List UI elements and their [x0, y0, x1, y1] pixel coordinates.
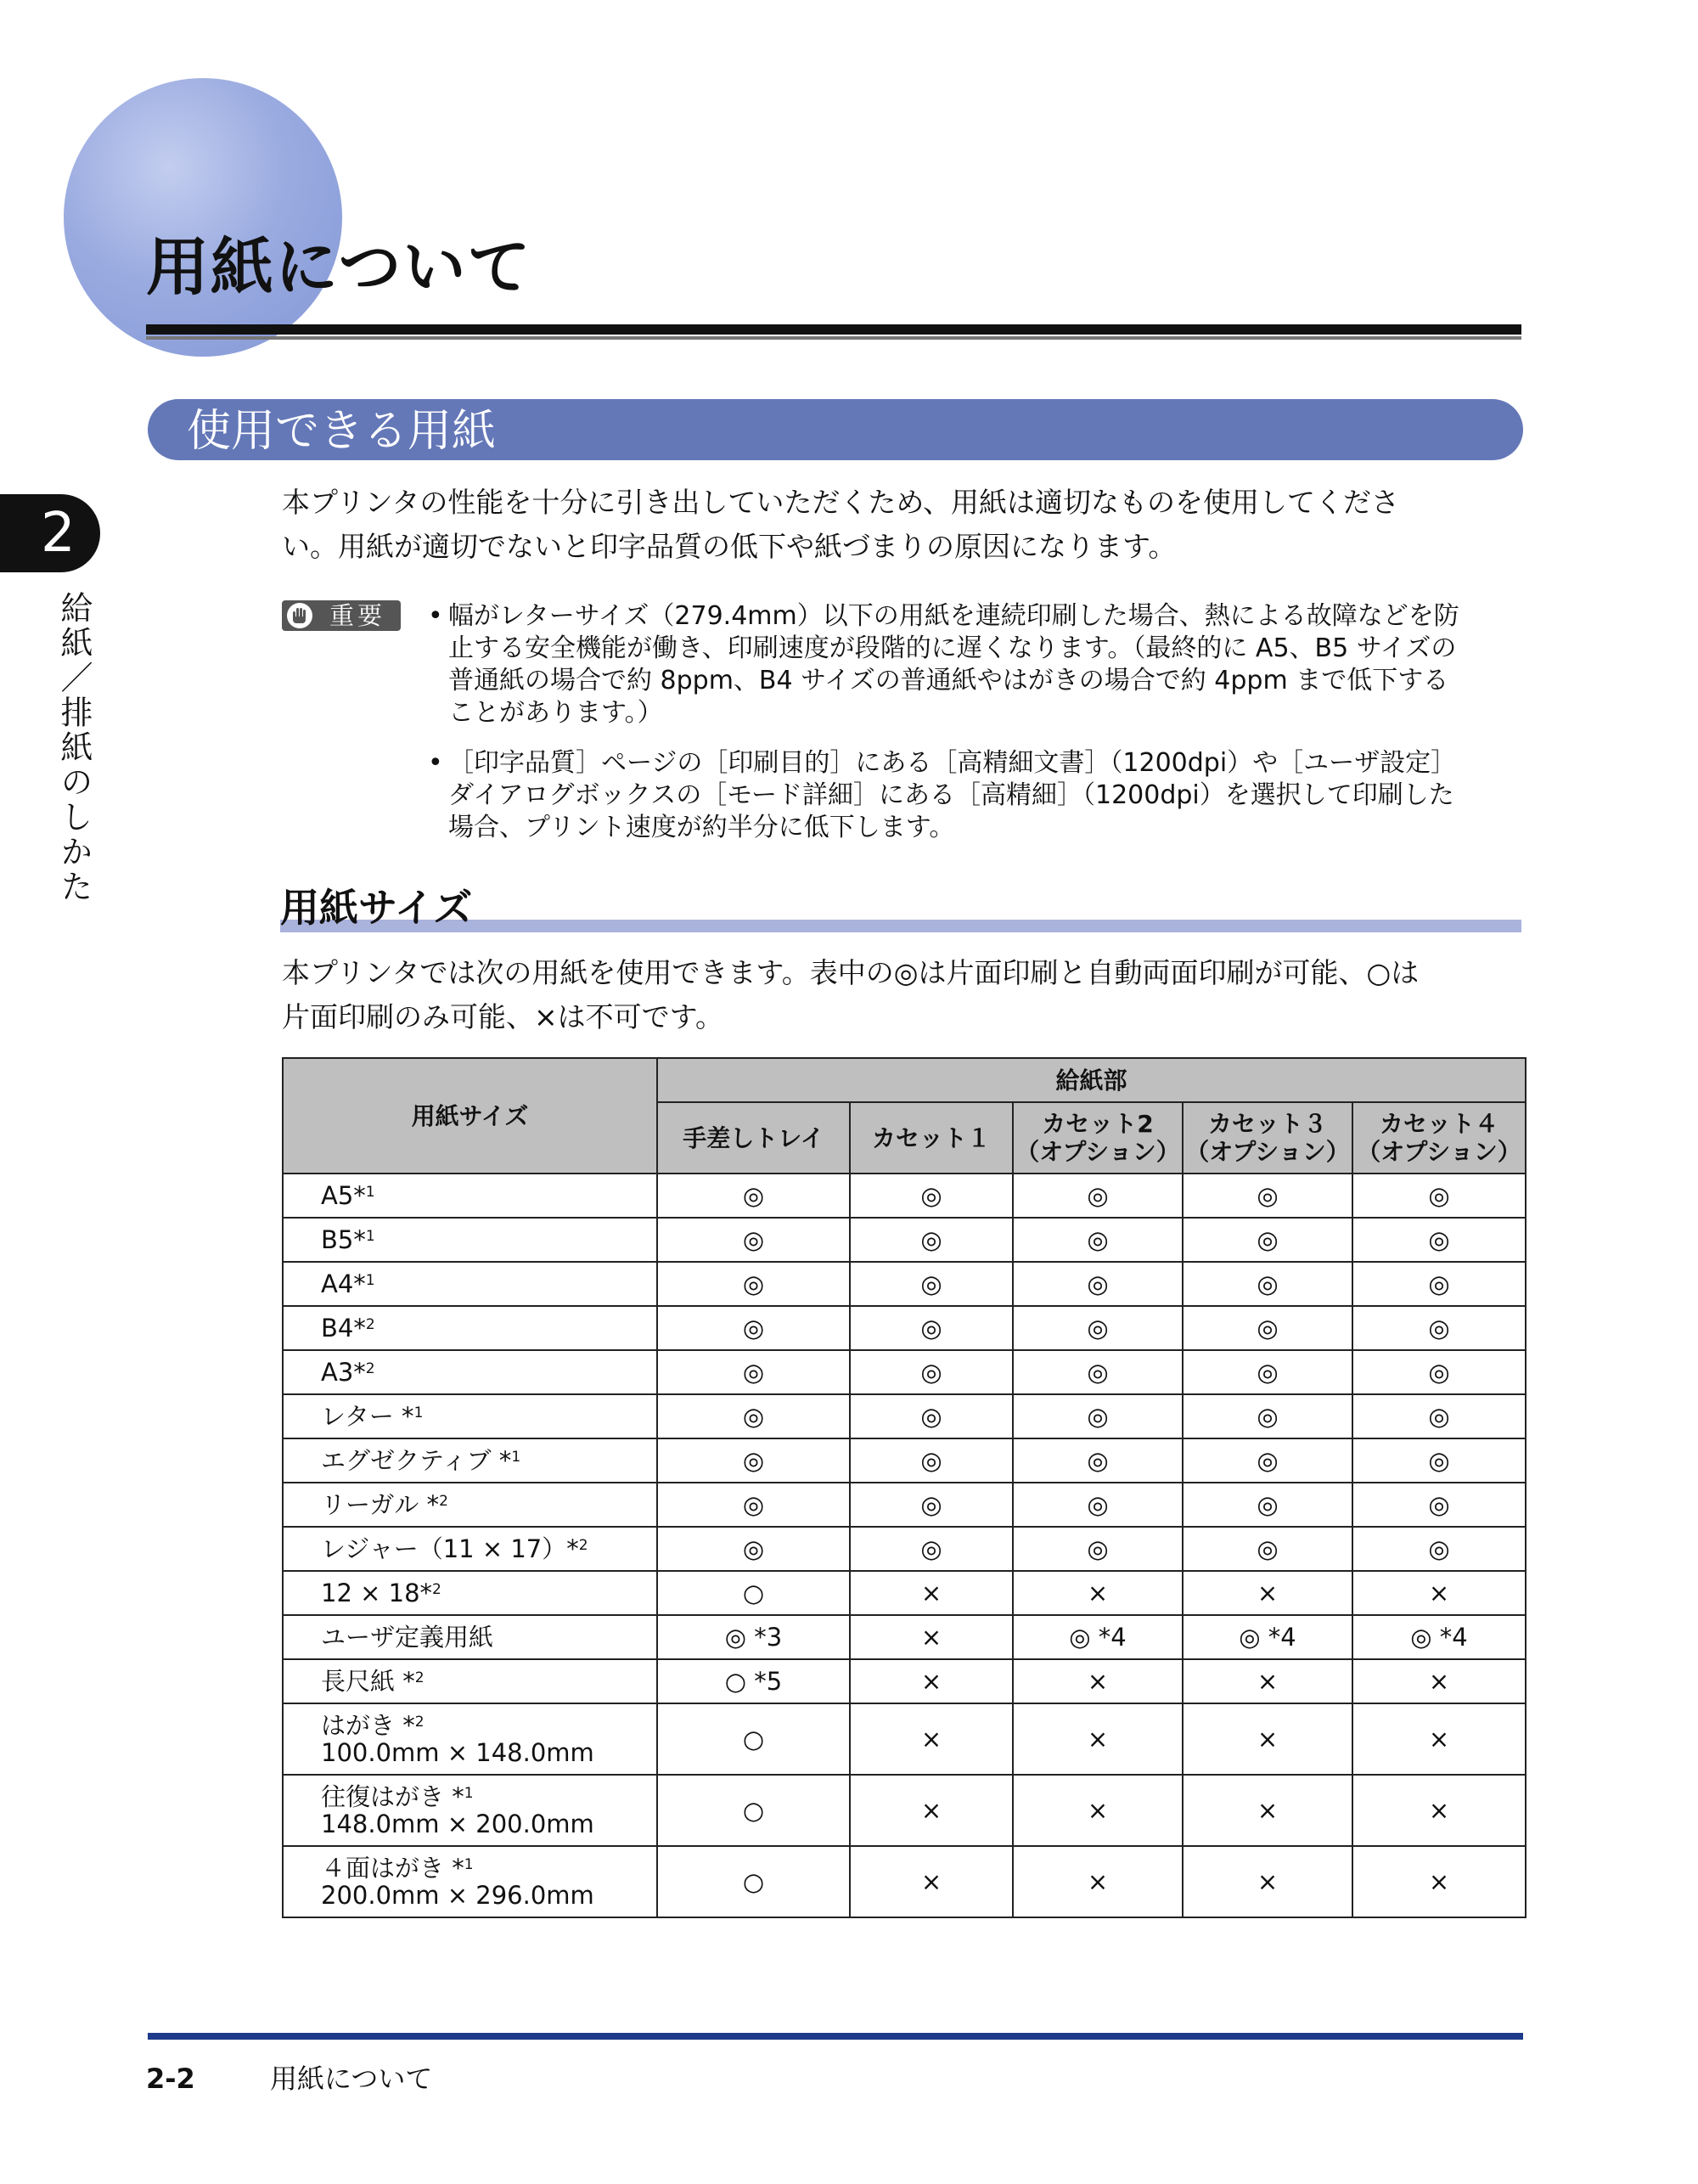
subsection-description — [282, 951, 1419, 1039]
footnote-marker: 1 — [365, 1184, 375, 1201]
table-row — [283, 1174, 1526, 1218]
paper-size-label — [321, 1579, 656, 1607]
availability-cell: × — [1013, 1846, 1183, 1917]
table-row — [283, 1350, 1526, 1394]
paper-size-label — [321, 1314, 656, 1342]
availability-cell: × — [850, 1775, 1013, 1846]
availability-cell: ◎ — [1183, 1527, 1352, 1571]
important-badge — [282, 600, 401, 631]
source-header-line: （オプション） — [1015, 1138, 1180, 1166]
table-row — [283, 1306, 1526, 1350]
footnote-marker: 1 — [365, 1272, 375, 1289]
availability-cell: ◎ — [850, 1527, 1013, 1571]
availability-cell: × — [1013, 1659, 1183, 1703]
chapter-side-label: 給紙／排紙のしかた — [55, 591, 93, 904]
paper-size-label — [321, 1182, 656, 1209]
table-header-source — [850, 1102, 1013, 1174]
note-line: 止する安全機能が働き、印刷速度が段階的に遅くなります。（最終的に A5、B5 サイズの — [448, 633, 1457, 663]
footnote-marker: 2 — [414, 1669, 424, 1686]
table-row — [283, 1846, 1526, 1917]
availability-cell: ◎ — [1183, 1350, 1352, 1394]
availability-cell: ◎ — [1183, 1218, 1352, 1262]
availability-cell: × — [850, 1615, 1013, 1659]
availability-cell: ◎ — [850, 1218, 1013, 1262]
table-header-paper-size: 用紙サイズ — [283, 1058, 657, 1174]
availability-cell: ◎ *4 — [1183, 1615, 1352, 1659]
availability-cell: ◎ — [1352, 1218, 1526, 1262]
availability-cell: ◎ — [1352, 1438, 1526, 1483]
footnote-marker: 1 — [511, 1449, 521, 1466]
paper-size-name — [283, 1306, 657, 1350]
paper-size-name — [283, 1703, 657, 1775]
table-row — [283, 1483, 1526, 1527]
availability-cell: ◎ — [1183, 1174, 1352, 1218]
availability-cell: ◎ — [850, 1174, 1013, 1218]
paper-size-name — [283, 1615, 657, 1659]
paper-size-text: A4* — [321, 1269, 366, 1298]
availability-cell: ◎ — [657, 1306, 850, 1350]
footnote-marker: 2 — [414, 1714, 424, 1731]
availability-cell: × — [850, 1846, 1013, 1917]
table-row — [283, 1394, 1526, 1438]
title-rule-shadow — [146, 336, 1521, 340]
paper-size-name — [283, 1659, 657, 1703]
table-header-source — [1352, 1102, 1526, 1174]
availability-cell: ◎ — [657, 1174, 850, 1218]
availability-cell: ◎ — [1183, 1262, 1352, 1306]
paper-size-label — [321, 1491, 656, 1518]
title-rule — [146, 324, 1521, 335]
table-header-source — [657, 1102, 850, 1174]
paper-size-name — [283, 1483, 657, 1527]
availability-cell: × — [850, 1703, 1013, 1775]
paper-size-text: B4* — [321, 1314, 366, 1342]
paper-size-text: リーガル * — [321, 1490, 440, 1519]
paper-size-text: ４面はがき * — [321, 1854, 464, 1883]
source-header-line: 手差しトレイ — [683, 1123, 824, 1152]
availability-cell: ◎ — [850, 1350, 1013, 1394]
chapter-title: 用紙について — [146, 231, 532, 304]
source-header-line: カセット３ — [1207, 1110, 1327, 1138]
description-line: 片面印刷のみ可能、×は不可です。 — [282, 1000, 724, 1033]
availability-cell: ◎ — [657, 1438, 850, 1483]
paper-size-label — [321, 1270, 656, 1297]
availability-cell: × — [1352, 1703, 1526, 1775]
table-row — [283, 1218, 1526, 1262]
source-header-line: （オプション） — [1357, 1138, 1521, 1166]
availability-cell: ◎ — [850, 1394, 1013, 1438]
availability-cell: ◎ — [850, 1262, 1013, 1306]
paper-size-text: レジャー（11 × 17）* — [321, 1534, 579, 1563]
table-row — [283, 1438, 1526, 1483]
paper-size-name — [283, 1174, 657, 1218]
note-line: 場合、プリント速度が約半分に低下します。 — [448, 813, 955, 842]
note-line: 普通紙の場合で約 8ppm、B4 サイズの普通紙やはがきの場合で約 4ppm まで低下する — [448, 666, 1449, 695]
footer-title: 用紙について — [270, 2063, 433, 2095]
note-line: ことがあります。） — [448, 698, 663, 728]
paper-size-label — [321, 1783, 656, 1810]
important-label: 重要 — [329, 601, 386, 630]
availability-cell: ◎ — [1013, 1306, 1183, 1350]
paper-size-label — [321, 1447, 656, 1474]
availability-cell: ◎ — [850, 1483, 1013, 1527]
availability-cell: ◎ — [1352, 1483, 1526, 1527]
availability-cell: ◎ — [1352, 1262, 1526, 1306]
table-row — [283, 1571, 1526, 1615]
paper-size-text: 長尺紙 * — [321, 1667, 415, 1696]
paper-size-name — [283, 1394, 657, 1438]
paper-size-name — [283, 1218, 657, 1262]
paper-size-text: A3* — [321, 1358, 366, 1387]
footnote-marker: 1 — [365, 1228, 375, 1245]
paper-size-text: エグゼクティブ * — [321, 1446, 512, 1475]
chapter-tab — [0, 494, 100, 572]
availability-cell: × — [1352, 1659, 1526, 1703]
availability-cell: ◎ — [850, 1438, 1013, 1483]
availability-cell: × — [1013, 1571, 1183, 1615]
description-line: 本プリンタでは次の用紙を使用できます。表中の◎は片面印刷と自動両面印刷が可能、○は — [282, 956, 1420, 989]
section-title: 使用できる用紙 — [187, 406, 497, 457]
paper-size-table — [282, 1057, 1527, 1918]
footnote-marker: 2 — [432, 1581, 441, 1598]
footnote-marker: 2 — [439, 1493, 448, 1510]
footnote-marker: 1 — [464, 1785, 474, 1802]
footer-page-number: 2-2 — [146, 2063, 195, 2095]
subsection-title: 用紙サイズ — [280, 885, 473, 931]
availability-cell: ◎ — [1352, 1527, 1526, 1571]
paper-size-label — [321, 1624, 656, 1651]
availability-cell: × — [1352, 1775, 1526, 1846]
bullet-icon: • — [428, 601, 443, 631]
table-row — [283, 1775, 1526, 1846]
availability-cell: ◎ — [1352, 1350, 1526, 1394]
table-body — [283, 1174, 1526, 1917]
footnote-marker: 1 — [413, 1404, 424, 1421]
paper-size-label — [321, 1359, 656, 1386]
paper-size-name — [283, 1262, 657, 1306]
note-line: 幅がレターサイズ（279.4mm）以下の用紙を連続印刷した場合、熱による故障などを防 — [448, 601, 1459, 631]
availability-cell: × — [1183, 1775, 1352, 1846]
availability-cell: × — [1013, 1703, 1183, 1775]
section-banner — [148, 399, 1523, 460]
important-note-2 — [448, 747, 1456, 844]
source-header-line: カセット４ — [1379, 1110, 1498, 1138]
availability-cell: ◎ — [1013, 1262, 1183, 1306]
note-line: ［印字品質］ページの［印刷目的］にある［高精細文書］（1200dpi）や［ユーザ設定］ — [448, 748, 1457, 778]
footnote-marker: 2 — [365, 1316, 375, 1333]
availability-cell: ◎ — [1013, 1438, 1183, 1483]
intro-line: 本プリンタの性能を十分に引き出していただくため、用紙は適切なものを使用してくださ — [282, 486, 1400, 519]
availability-cell: ◎ — [657, 1262, 850, 1306]
availability-cell: ◎ — [1013, 1394, 1183, 1438]
paper-size-label — [321, 1712, 656, 1739]
availability-cell: ◎ — [1183, 1394, 1352, 1438]
important-note-1 — [448, 600, 1459, 729]
paper-size-text: はがき * — [321, 1711, 415, 1740]
paper-size-text: ユーザ定義用紙 — [321, 1623, 494, 1652]
availability-cell: ◎ — [1013, 1527, 1183, 1571]
table-row — [283, 1262, 1526, 1306]
availability-cell: ◎ — [657, 1483, 850, 1527]
availability-cell: ◎ *4 — [1352, 1615, 1526, 1659]
availability-cell: × — [850, 1659, 1013, 1703]
availability-cell: ◎ — [850, 1306, 1013, 1350]
availability-cell: ◎ — [1183, 1438, 1352, 1483]
paper-size-name — [283, 1775, 657, 1846]
intro-paragraph — [282, 481, 1399, 569]
paper-size-dimensions: 200.0mm × 296.0mm — [321, 1881, 594, 1910]
source-header-line: カセット１ — [871, 1123, 991, 1152]
paper-size-text: A5* — [321, 1181, 366, 1210]
paper-size-text: 往復はがき * — [321, 1782, 464, 1811]
footnote-marker: 1 — [464, 1856, 474, 1873]
bullet-icon: • — [428, 748, 443, 778]
paper-size-name — [283, 1846, 657, 1917]
availability-cell: × — [1183, 1571, 1352, 1615]
availability-cell: × — [1183, 1703, 1352, 1775]
availability-cell: ◎ — [657, 1218, 850, 1262]
paper-size-dimensions: 100.0mm × 148.0mm — [321, 1738, 594, 1767]
table-row — [283, 1703, 1526, 1775]
paper-size-text: レター * — [321, 1402, 414, 1431]
table-header-feed-source: 給紙部 — [657, 1058, 1526, 1102]
availability-cell: ◎ — [1013, 1218, 1183, 1262]
paper-size-name — [283, 1438, 657, 1483]
paper-size-name — [283, 1350, 657, 1394]
footer-rule — [148, 2033, 1523, 2040]
availability-cell: ○ — [657, 1571, 850, 1615]
availability-cell: × — [1183, 1659, 1352, 1703]
note-line: ダイアログボックスの［モード詳細］にある［高精細］（1200dpi）を選択して印刷した — [448, 780, 1454, 810]
intro-line: い。用紙が適切でないと印字品質の低下や紙づまりの原因になります。 — [282, 530, 1177, 563]
availability-cell: ○ — [657, 1703, 850, 1775]
footnote-marker: 2 — [365, 1360, 375, 1377]
chapter-decoration-circle — [64, 78, 342, 357]
table-row — [283, 1527, 1526, 1571]
availability-cell: × — [1013, 1775, 1183, 1846]
paper-size-label — [321, 1855, 656, 1882]
availability-cell: ◎ — [657, 1350, 850, 1394]
availability-cell: ◎ — [1183, 1483, 1352, 1527]
table-row — [283, 1659, 1526, 1703]
paper-size-label — [321, 1668, 656, 1695]
paper-size-label — [321, 1226, 656, 1253]
availability-cell: ◎ — [657, 1394, 850, 1438]
availability-cell: ◎ — [657, 1527, 850, 1571]
availability-cell: ◎ *4 — [1013, 1615, 1183, 1659]
table-header-source — [1183, 1102, 1352, 1174]
table-row — [283, 1615, 1526, 1659]
availability-cell: ◎ — [1013, 1174, 1183, 1218]
availability-cell: ◎ — [1183, 1306, 1352, 1350]
chapter-number: 2 — [41, 502, 76, 565]
paper-size-name — [283, 1571, 657, 1615]
paper-size-label — [321, 1403, 656, 1430]
availability-cell: ◎ — [1352, 1394, 1526, 1438]
availability-cell: × — [1352, 1571, 1526, 1615]
availability-cell: ◎ *3 — [657, 1615, 850, 1659]
source-header-line: （オプション） — [1185, 1138, 1350, 1166]
availability-cell: × — [850, 1571, 1013, 1615]
availability-cell: ◎ — [1352, 1174, 1526, 1218]
availability-cell: ◎ — [1013, 1483, 1183, 1527]
availability-cell: ○ — [657, 1775, 850, 1846]
paper-size-name — [283, 1527, 657, 1571]
availability-cell: ◎ — [1013, 1350, 1183, 1394]
table-header-source — [1013, 1102, 1183, 1174]
source-header-line: カセット2 — [1042, 1110, 1154, 1138]
paper-size-label — [321, 1535, 656, 1562]
footnote-marker: 2 — [578, 1537, 588, 1554]
paper-size-dimensions: 148.0mm × 200.0mm — [321, 1810, 594, 1838]
availability-cell: × — [1352, 1846, 1526, 1917]
availability-cell: × — [1183, 1846, 1352, 1917]
availability-cell: ◎ — [1352, 1306, 1526, 1350]
paper-size-text: 12 × 18* — [321, 1579, 433, 1607]
availability-cell: ○ *5 — [657, 1659, 850, 1703]
paper-size-text: B5* — [321, 1225, 366, 1254]
availability-cell: ○ — [657, 1846, 850, 1917]
hand-stop-icon — [287, 603, 312, 628]
